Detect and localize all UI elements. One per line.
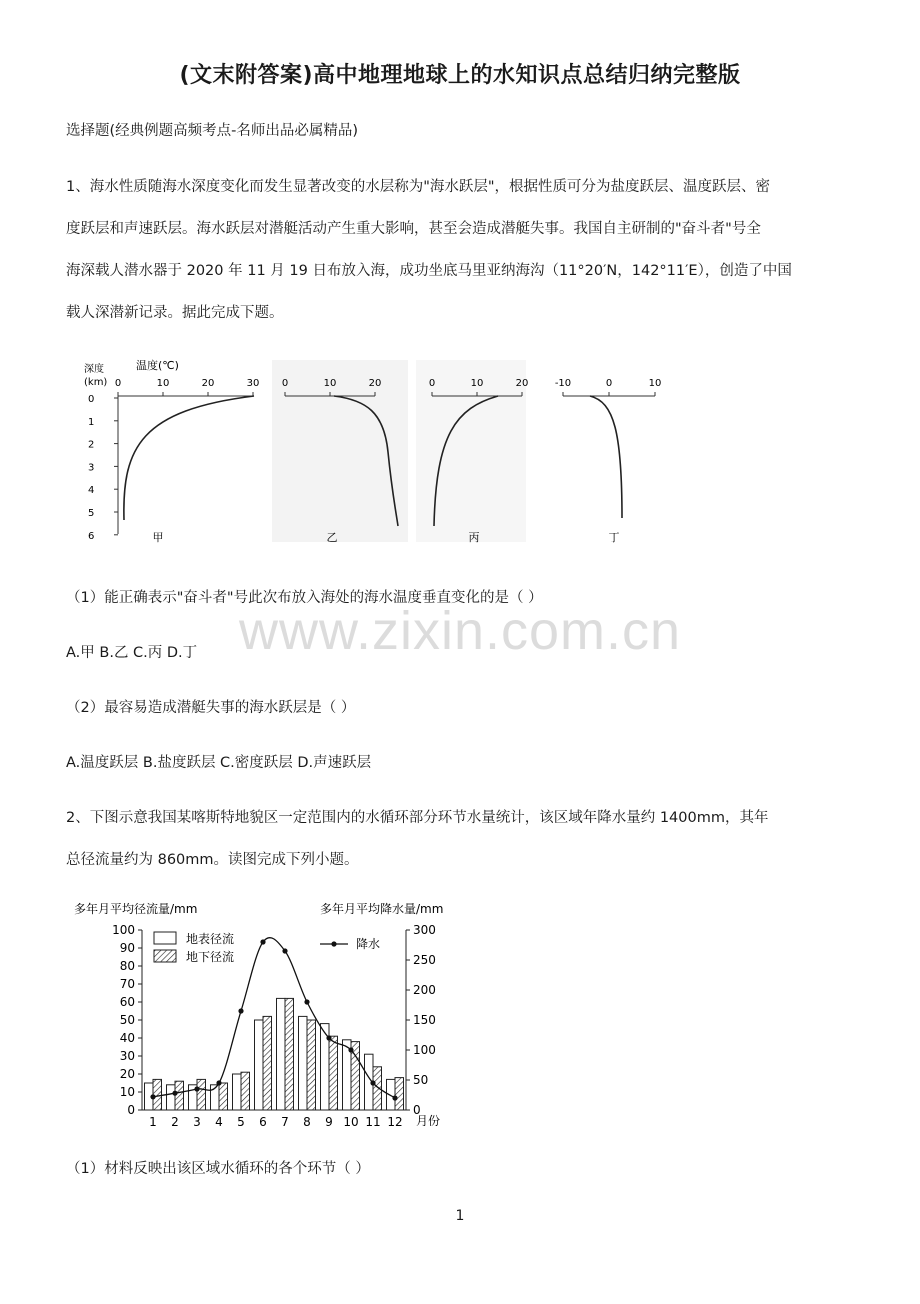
right-tick-label: 0: [413, 1103, 421, 1117]
panel-label: 乙: [326, 531, 338, 544]
precipitation-point: [304, 999, 309, 1004]
left-tick-label: 0: [127, 1103, 135, 1117]
right-tick-label: 50: [413, 1073, 429, 1087]
temperature-tick-label: 20: [368, 378, 382, 389]
question-1-sub-1-options: A.甲 B.乙 C.丙 D.丁: [66, 645, 198, 661]
question-1-stem: [66, 166, 856, 334]
x-tick-label: 12: [387, 1115, 403, 1129]
question-1-sub-2-options: A.温度跃层 B.盐度跃层 C.密度跃层 D.声速跃层: [66, 755, 372, 771]
question-1-sub-2: （2）最容易造成潜艇失事的海水跃层是（ ）: [66, 700, 356, 716]
right-axis-label: 多年月平均降水量/mm: [320, 902, 444, 916]
x-tick-label: 3: [193, 1115, 201, 1129]
temperature-tick-label: 10: [156, 378, 170, 389]
left-tick-label: 10: [119, 1085, 135, 1099]
left-tick-label: 40: [119, 1031, 135, 1045]
left-tick-label: 30: [119, 1049, 135, 1063]
depth-tick-label: 6: [88, 530, 95, 542]
question-2-sub-1: （1）材料反映出该区域水循环的各个环节（ ）: [66, 1161, 370, 1177]
temperature-panel: [115, 378, 260, 544]
precipitation-point: [238, 1008, 243, 1013]
page-title: (文末附答案)高中地理地球上的水知识点总结归纳完整版: [179, 63, 741, 88]
x-tick-label: 6: [259, 1115, 267, 1129]
legend-swatch-underground: [154, 950, 176, 962]
question-2-line: 2、下图示意我国某喀斯特地貌区一定范围内的水循环部分环节水量统计，该区域年降水量约 1400mm，其年: [66, 810, 769, 826]
precipitation-point: [326, 1035, 331, 1040]
watermark: www.zixin.com.cn: [238, 601, 682, 661]
depth-tick-label: 2: [88, 439, 95, 451]
left-tick-label: 80: [119, 959, 135, 973]
legend-label-underground: 地下径流: [186, 950, 235, 964]
legend-swatch-surface: [154, 932, 176, 944]
x-tick-label: 7: [281, 1115, 289, 1129]
bar-underground-runoff: [197, 1079, 206, 1110]
question-1-line: 载人深潜新记录。据此完成下题。: [66, 305, 284, 321]
x-tick-label: 2: [171, 1115, 179, 1129]
bar-underground-runoff: [307, 1020, 316, 1110]
left-tick-label: 60: [119, 995, 135, 1009]
question-1-sub-1: （1）能正确表示"奋斗者"号此次布放入海处的海水温度垂直变化的是（ ）: [66, 590, 543, 606]
bar-underground-runoff: [241, 1072, 250, 1110]
left-axis-label: 多年月平均径流量/mm: [74, 902, 198, 916]
depth-tick-label: 3: [88, 462, 95, 474]
x-axis-label: 月份: [416, 1114, 441, 1128]
right-tick-label: 300: [413, 923, 436, 937]
temperature-tick-label: 30: [246, 378, 260, 389]
runoff-precipitation-chart: [66, 892, 466, 1137]
section-label: 选择题(经典例题高频考点-名师出品必属精品): [66, 123, 359, 139]
page-number: 1: [455, 1208, 465, 1224]
temperature-panel: [555, 378, 662, 544]
bar-surface-runoff: [277, 998, 286, 1110]
question-1-line: 1、海水性质随海水深度变化而发生显著改变的水层称为"海水跃层"，根据性质可分为盐度跃层、温度跃层、密: [66, 179, 771, 195]
precipitation-point: [392, 1095, 397, 1100]
legend-label-surface: 地表径流: [186, 932, 235, 946]
left-tick-label: 90: [119, 941, 135, 955]
depth-tick-label: 5: [88, 508, 95, 519]
depth-tick-label: 4: [88, 485, 95, 497]
question-2-line: 总径流量约为 860mm。读图完成下列小题。: [66, 852, 359, 868]
x-tick-label: 8: [303, 1115, 311, 1129]
legend: [154, 931, 380, 964]
depth-tick-label: 0: [88, 394, 95, 405]
legend-label-precip: 降水: [356, 937, 381, 951]
left-tick-label: 50: [119, 1013, 135, 1027]
x-tick-label: 10: [343, 1115, 359, 1129]
precipitation-point: [150, 1094, 155, 1099]
temperature-curve: [124, 396, 254, 520]
depth-temperature-figure: [66, 352, 706, 552]
depth-ticks: [88, 394, 118, 542]
bar-underground-runoff: [285, 998, 294, 1110]
depth-unit-label: (km): [84, 377, 108, 388]
temperature-tick-label: 10: [323, 378, 337, 389]
temperature-tick-label: 0: [281, 378, 289, 389]
temperature-curve: [590, 396, 622, 518]
bar-underground-runoff: [175, 1081, 184, 1110]
x-tick-label: 4: [215, 1115, 223, 1129]
bar-underground-runoff: [395, 1078, 404, 1110]
panel-label: 丙: [468, 531, 480, 544]
precipitation-point: [172, 1091, 177, 1096]
right-tick-label: 100: [413, 1043, 436, 1057]
depth-label: 深度: [84, 364, 104, 375]
bar-surface-runoff: [167, 1085, 176, 1110]
precipitation-point: [194, 1086, 199, 1091]
question-1-line: 度跃层和声速跃层。海水跃层对潜艇活动产生重大影响，甚至会造成潜艇失事。我国自主研制的"奋斗者"号全: [66, 221, 761, 237]
precipitation-point: [216, 1080, 221, 1085]
right-tick-label: 150: [413, 1013, 436, 1027]
temperature-tick-label: 10: [648, 378, 662, 389]
legend-marker-precip: [331, 941, 336, 946]
bar-underground-runoff: [263, 1016, 272, 1110]
temperature-tick-label: 10: [470, 378, 484, 389]
panel-label: 甲: [152, 531, 164, 544]
right-tick-label: 200: [413, 983, 436, 997]
x-tick-label: 5: [237, 1115, 245, 1129]
precipitation-point: [348, 1047, 353, 1052]
temperature-tick-label: 0: [114, 378, 122, 389]
temperature-label: 温度(℃): [136, 359, 179, 372]
x-tick-label: 1: [149, 1115, 157, 1129]
question-2-stem: [66, 797, 856, 881]
temperature-tick-label: -10: [554, 378, 572, 389]
bar-underground-runoff: [329, 1036, 338, 1110]
temperature-tick-label: 0: [428, 378, 436, 389]
precipitation-point: [260, 939, 265, 944]
left-tick-label: 70: [119, 977, 135, 991]
x-tick-label: 9: [325, 1115, 333, 1129]
precipitation-point: [282, 948, 287, 953]
panel-label: 丁: [608, 531, 620, 544]
bar-surface-runoff: [233, 1074, 242, 1110]
bar-surface-runoff: [299, 1016, 308, 1110]
temperature-tick-label: 20: [201, 378, 215, 389]
x-tick-label: 11: [365, 1115, 381, 1129]
question-1-line: 海深载人潜水器于 2020 年 11 月 19 日布放入海，成功坐底马里亚纳海沟（11°20′N，142°11′E），创造了中国: [66, 263, 792, 279]
temperature-tick-label: 20: [515, 378, 529, 389]
bar-underground-runoff: [219, 1083, 228, 1110]
left-tick-label: 20: [119, 1067, 135, 1081]
bar-surface-runoff: [255, 1020, 264, 1110]
precipitation-point: [370, 1080, 375, 1085]
temperature-tick-label: 0: [605, 378, 613, 389]
depth-tick-label: 1: [88, 416, 95, 428]
left-tick-label: 100: [112, 923, 135, 937]
bar-surface-runoff: [387, 1079, 396, 1110]
right-tick-label: 250: [413, 953, 436, 967]
